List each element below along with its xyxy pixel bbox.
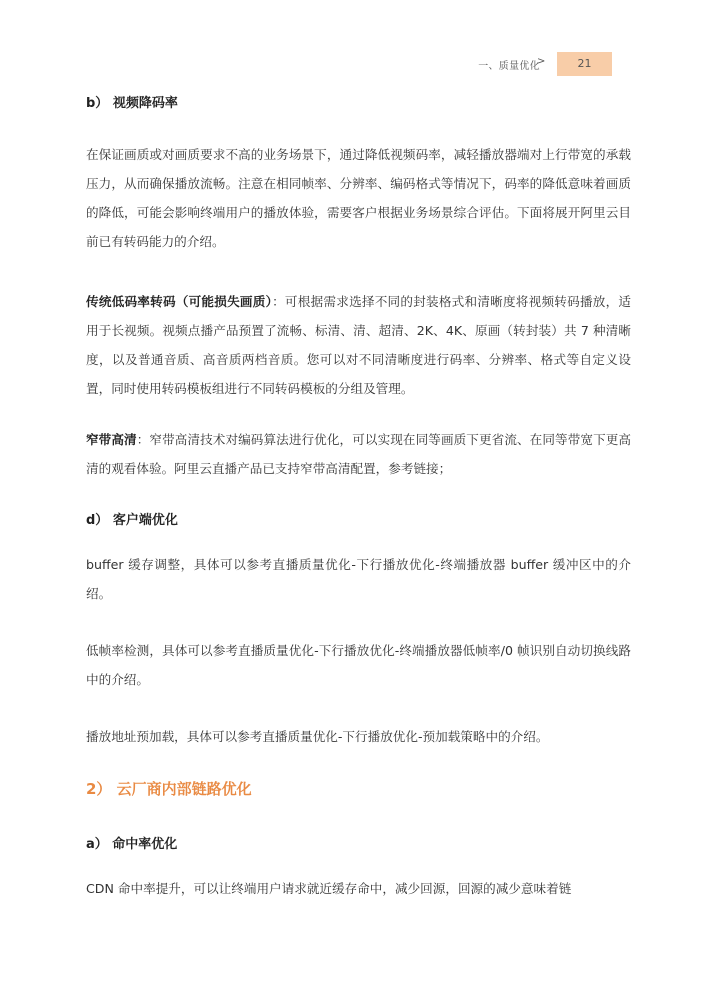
page-number: 21: [557, 52, 612, 76]
preload-paragraph: [86, 722, 631, 751]
header-section-label: 一、质量优化: [478, 61, 540, 72]
paragraph: [86, 287, 631, 403]
paragraph-text: 播放地址预加载，具体可以参考直播质量优化-下行播放优化-预加载策略中的介绍。: [86, 729, 549, 744]
paragraph-text: buffer 缓存调整，具体可以参考直播质量优化-下行播放优化-终端播放器 buffer 缓冲区中的介绍。: [86, 557, 631, 601]
section-a-heading: [86, 833, 631, 852]
section-2-heading: [86, 778, 631, 799]
section-b-heading: [86, 92, 631, 111]
heading-text: a） 命中率优化: [86, 837, 178, 852]
paragraph-text: ：可根据需求选择不同的封装格式和清晰度将视频转码播放，适用于长视频。视频点播产品预置了流畅、标清、清、超清、2K、4K、原画（转封装）共 7 种清晰度，以及普通音质、高音质两档音质。您可以对不同清晰度进行码率、分辨率、格式等自定义设置，同时使用转码模板组进行不同转码模板的分组及管理。: [86, 294, 632, 396]
bold-term: 传统低码率转码（可能损失画质）: [86, 294, 273, 309]
section-d-heading: [86, 509, 631, 528]
hit-rate-paragraph: [86, 874, 631, 903]
heading-text: 2） 云厂商内部链路优化: [86, 780, 252, 798]
header-arrow-icon: >: [537, 56, 546, 67]
narrowband-hd-paragraph: [86, 425, 631, 483]
paragraph-text: 在保证画质或对画质要求不高的业务场景下，通过降低视频码率，减轻播放器端对上行带宽的承载压力，从而确保播放流畅。注意在相同帧率、分辨率、编码格式等情况下，码率的降低意味着画质的降低，可能会影响终端用户的播放体验，需要客户根据业务场景综合评估。下面将展开阿里云目前已有转码能力的介绍。: [86, 147, 631, 249]
section-b-paragraph: [86, 140, 631, 256]
paragraph-text: CDN 命中率提升，可以让终端用户请求就近缓存命中，减少回源，回源的减少意味着链: [86, 881, 572, 896]
traditional-transcode-paragraph: [86, 287, 631, 403]
buffer-paragraph: [86, 550, 631, 608]
paragraph: [86, 425, 631, 483]
paragraph-text: 低帧率检测，具体可以参考直播质量优化-下行播放优化-终端播放器低帧率/0 帧识别自动切换线路中的介绍。: [86, 643, 631, 687]
bold-term: 窄带高清: [86, 432, 137, 447]
low-framerate-paragraph: [86, 636, 631, 694]
heading-text: b） 视频降码率: [86, 96, 178, 111]
paragraph-text: ：窄带高清技术对编码算法进行优化，可以实现在同等画质下更省流、在同等带宽下更高清的观看体验。阿里云直播产品已支持窄带高清配置，参考链接；: [86, 432, 632, 476]
heading-text: d） 客户端优化: [86, 513, 178, 528]
